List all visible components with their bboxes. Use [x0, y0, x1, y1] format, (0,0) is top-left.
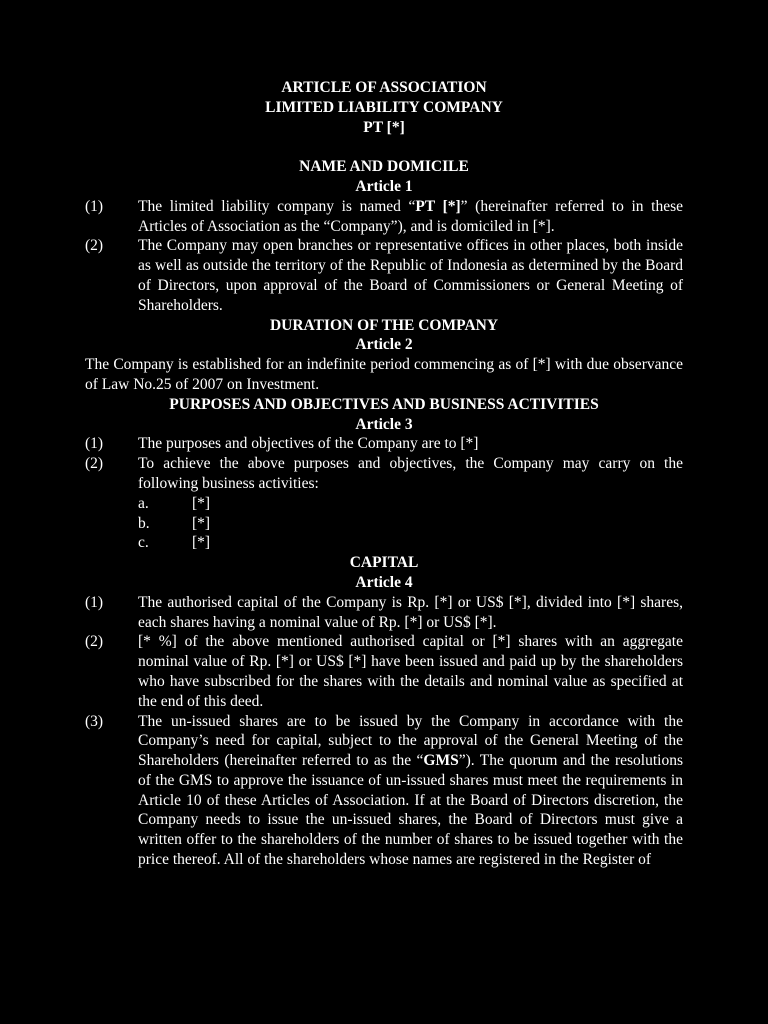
- clause-text: [* %] of the above mentioned authorised capital or [*] shares with an aggregate nominal value of Rp. [*] or US$ [*] have been issued and paid up by the shareholders who have subscribed for the shares with the details and nominal value as specified at the end of this deed.: [138, 633, 683, 710]
- doc-title-line2: LIMITED LIABILITY COMPANY: [265, 98, 503, 116]
- article-4-clause-2: [85, 632, 683, 711]
- clause-text: The limited liability company is named “PT [*]” (hereinafter referred to in these Articles of Association as the “Company”), and is domiciled in [*].: [138, 197, 683, 235]
- clause-number: (2): [85, 455, 104, 473]
- business-activity-b: [138, 514, 683, 534]
- business-activity-a: [138, 494, 683, 514]
- clause-text: The purposes and objectives of the Company are to [*]: [138, 435, 479, 453]
- article-4-clause-1: [85, 593, 683, 633]
- section-heading-capital: CAPITAL: [349, 554, 419, 572]
- article-2-text: The Company is established for an indefinite period commencing as of [*] with due observance of Law No.25 of 2007 on Investment.: [85, 356, 683, 393]
- document-page: [85, 78, 683, 870]
- article-4-label: Article 4: [355, 573, 413, 591]
- clause-number: (1): [85, 435, 104, 453]
- clause-number: (3): [85, 712, 104, 730]
- section-heading-name-domicile: NAME AND DOMICILE: [299, 158, 469, 176]
- sub-item-text: [*]: [192, 494, 211, 512]
- sub-item-letter: b.: [138, 514, 150, 532]
- clause-number: (2): [85, 633, 104, 651]
- clause-number: (2): [85, 237, 104, 255]
- article-2-label: Article 2: [355, 336, 413, 354]
- article-1-clause-2: [85, 236, 683, 315]
- article-4-clause-3: [85, 712, 683, 870]
- sub-item-text: [*]: [192, 514, 211, 532]
- section-heading-duration: DURATION OF THE COMPANY: [269, 316, 499, 334]
- article-1-label: Article 1: [355, 177, 413, 195]
- business-activity-c: [138, 533, 683, 553]
- section-heading-purposes: PURPOSES AND OBJECTIVES AND BUSINESS ACTIVITIES: [169, 395, 599, 413]
- clause-text: To achieve the above purposes and objectives, the Company may carry on the following business activities:: [138, 455, 683, 492]
- clause-text: The un-issued shares are to be issued by the Company in accordance with the Company’s need for capital, subject to the approval of the General Meeting of the Shareholders (hereinafter referred to as the “GMS”). The quorum and the resolutions of the GMS to approve the issuance of un-issued shares must meet the requirements in Article 10 of these Articles of Association. If at the Board of Directors discretion, the Company needs to issue the un-issued shares, the Board of Directors must give a written offer to the shareholders of the number of shares to be issued together with the price thereof. All of the shareholders whose names are registered in the Register of: [138, 712, 683, 869]
- clause-text: The authorised capital of the Company is Rp. [*] or US$ [*], divided into [*] shares, each shares having a nominal value of Rp. [*] or US$ [*].: [138, 593, 683, 631]
- clause-number: (1): [85, 593, 104, 611]
- article-1-clause-1: [85, 197, 683, 237]
- doc-title-line1: ARTICLE OF ASSOCIATION: [281, 79, 487, 96]
- article-3-label: Article 3: [355, 415, 413, 433]
- sub-item-text: [*]: [192, 534, 211, 552]
- sub-item-letter: a.: [138, 494, 149, 512]
- clause-text: The Company may open branches or representative offices in other places, both inside as well as outside the territory of the Republic of Indonesia as determined by the Board of Directors, upon approval of the Board of Commissioners or General Meeting of Shareholders.: [138, 237, 683, 314]
- clause-number: (1): [85, 197, 104, 215]
- sub-item-letter: c.: [138, 534, 149, 552]
- article-3-clause-2: [85, 454, 683, 494]
- article-3-clause-1: [85, 434, 683, 454]
- spacer: [85, 137, 683, 157]
- doc-title-line3: PT [*]: [363, 118, 405, 136]
